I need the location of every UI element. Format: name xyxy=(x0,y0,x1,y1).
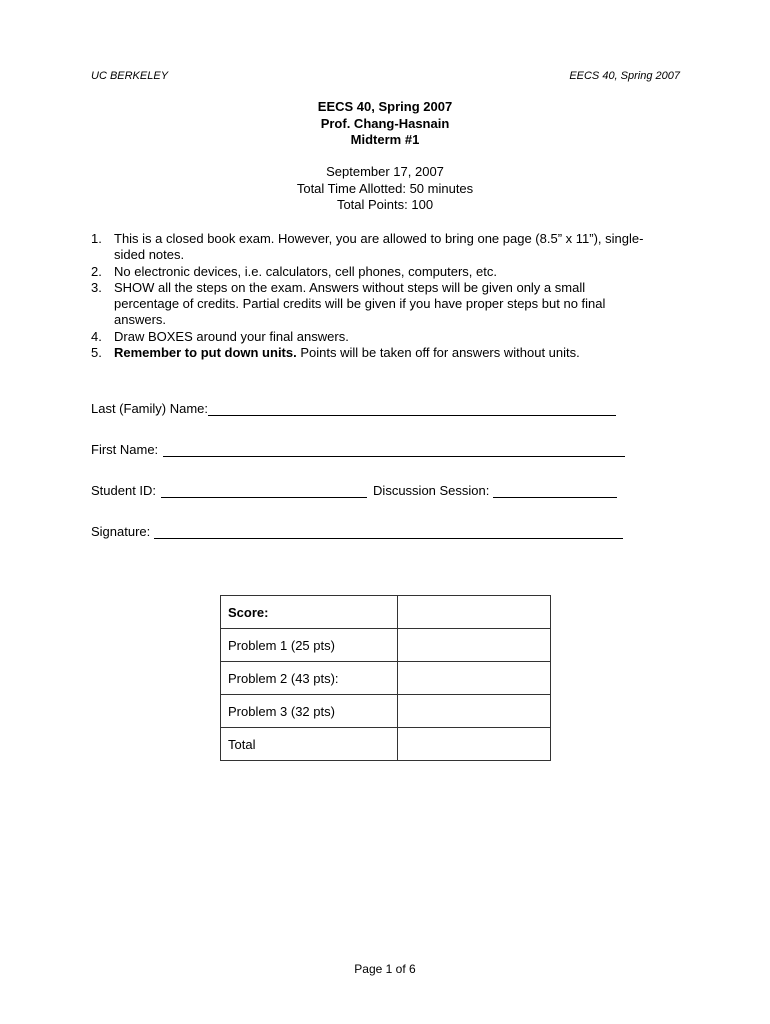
score-cell[interactable] xyxy=(398,695,551,728)
professor-name: Prof. Chang-Hasnain xyxy=(320,115,450,131)
instruction-number: 5. xyxy=(91,345,102,361)
instructions-list xyxy=(91,231,651,361)
score-cell[interactable] xyxy=(398,728,551,761)
instruction-item xyxy=(91,231,651,264)
table-row xyxy=(221,728,551,761)
exam-title xyxy=(0,99,770,149)
exam-date: September 17, 2007 xyxy=(326,164,444,179)
header-right: EECS 40, Spring 2007 xyxy=(569,70,680,82)
exam-info xyxy=(0,164,770,214)
exam-time: Total Time Allotted: 50 minutes xyxy=(296,180,474,196)
student-id-label: Student ID: xyxy=(91,483,157,498)
score-row-label: Total xyxy=(221,728,398,761)
instruction-text: SHOW all the steps on the exam. Answers without steps will be given only a small percentage of credits. Partial credits will be given if you have proper steps but no final answers. xyxy=(114,279,606,328)
table-row xyxy=(221,662,551,695)
header-left: UC BERKELEY xyxy=(91,70,169,82)
instruction-text: Points will be taken off for answers without units. xyxy=(296,345,580,361)
course-title: EECS 40, Spring 2007 xyxy=(317,99,453,114)
instruction-text: This is a closed book exam. However, you are allowed to bring one page (8.5” x 11”), single-sided notes. xyxy=(114,231,644,263)
instruction-text: No electronic devices, i.e. calculators, cell phones, computers, etc. xyxy=(114,263,497,279)
instruction-item xyxy=(91,345,651,361)
instruction-number: 2. xyxy=(91,263,102,279)
last-name-field[interactable] xyxy=(208,401,616,416)
instruction-number: 4. xyxy=(91,328,102,344)
signature-row xyxy=(91,524,623,539)
table-row xyxy=(221,596,551,629)
instruction-item xyxy=(91,329,651,345)
instruction-number: 3. xyxy=(91,279,102,295)
exam-points: Total Points: 100 xyxy=(336,197,434,212)
score-row-label: Problem 2 (43 pts): xyxy=(221,662,398,695)
score-header-value xyxy=(398,596,551,629)
discussion-label: Discussion Session: xyxy=(373,483,490,498)
score-table xyxy=(220,595,551,761)
first-name-field[interactable] xyxy=(163,442,625,457)
page-number: Page 1 of 6 xyxy=(354,962,416,976)
score-row-label: Problem 3 (32 pts) xyxy=(221,695,398,728)
instruction-item xyxy=(91,280,651,329)
signature-label: Signature: xyxy=(91,524,151,539)
table-row xyxy=(221,629,551,662)
instruction-item xyxy=(91,264,651,280)
student-id-field[interactable] xyxy=(161,483,367,498)
last-name-row xyxy=(91,401,616,416)
exam-name: Midterm #1 xyxy=(350,132,420,147)
last-name-label: Last (Family) Name: xyxy=(91,401,209,416)
first-name-label: First Name: xyxy=(91,442,159,457)
signature-field[interactable] xyxy=(154,524,623,539)
score-cell[interactable] xyxy=(398,629,551,662)
first-name-row xyxy=(91,442,625,457)
instruction-number: 1. xyxy=(91,231,102,246)
table-row xyxy=(221,695,551,728)
instruction-bold-text: Remember to put down units. xyxy=(114,345,297,361)
score-cell[interactable] xyxy=(398,662,551,695)
student-id-row xyxy=(91,483,617,498)
score-row-label: Problem 1 (25 pts) xyxy=(221,629,398,662)
score-header: Score: xyxy=(221,596,398,629)
instruction-text: Draw BOXES around your final answers. xyxy=(114,328,349,344)
discussion-field[interactable] xyxy=(493,483,617,498)
